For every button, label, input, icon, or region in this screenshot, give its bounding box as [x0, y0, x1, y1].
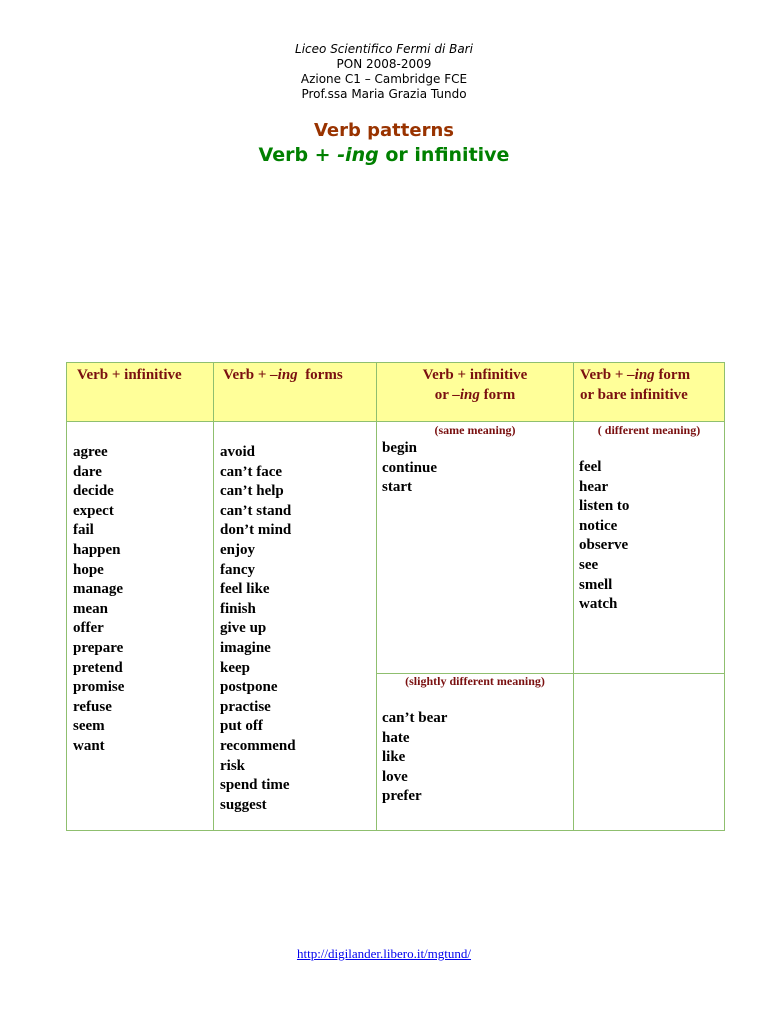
verb-item: manage — [73, 581, 123, 598]
col4-list — [579, 458, 629, 615]
verb-table — [66, 362, 725, 831]
school-name: Liceo Scientifico Fermi di Bari — [295, 42, 473, 56]
verb-item: finish — [220, 600, 256, 617]
verb-item: pretend — [73, 659, 123, 676]
verb-item: smell — [579, 576, 613, 593]
verb-item: put off — [220, 718, 263, 735]
verb-item: expect — [73, 502, 114, 519]
verb-item: begin — [382, 440, 418, 456]
note-slightly-different: (slightly different meaning) — [405, 674, 545, 688]
verb-item: can’t stand — [220, 502, 292, 519]
verb-item: seem — [73, 718, 105, 735]
verb-item: see — [579, 556, 599, 573]
verb-item: listen to — [579, 498, 630, 515]
col4-header — [580, 365, 690, 405]
verb-item: continue — [382, 459, 438, 476]
col3-slightly-list — [382, 709, 447, 807]
verb-item: keep — [220, 659, 250, 676]
col4-header-line2: or bare infinitive — [580, 387, 688, 403]
col4-header-ing: –ing — [627, 367, 655, 383]
verb-item: can’t face — [220, 463, 283, 480]
verb-item: suggest — [220, 796, 267, 813]
verb-item: fancy — [220, 561, 255, 578]
verb-item: refuse — [73, 698, 112, 715]
verb-item: prefer — [382, 788, 422, 805]
verb-item: prepare — [73, 639, 124, 656]
page-subtitle — [0, 144, 768, 166]
col2-header-ing: –ing — [270, 367, 298, 383]
col4-header-post: form — [654, 367, 691, 383]
column-divider — [213, 363, 214, 830]
verb-item: postpone — [220, 679, 278, 696]
verb-item: feel like — [220, 581, 270, 598]
col2-header-post: forms — [297, 367, 343, 383]
verb-item: dare — [73, 463, 102, 480]
col4-header-line1 — [580, 365, 690, 385]
document-header — [0, 42, 768, 102]
col3-header-line1: Verb + infinitive — [422, 367, 528, 383]
verb-item: enjoy — [220, 541, 255, 558]
verb-item: observe — [579, 537, 629, 554]
col3-header-ing: –ing — [452, 387, 480, 403]
verb-item: mean — [73, 600, 108, 617]
verb-item: hope — [73, 561, 104, 578]
col2-list — [220, 443, 296, 815]
verb-item: watch — [579, 596, 618, 613]
col1-header: Verb + infinitive — [77, 367, 182, 383]
verb-item: feel — [579, 459, 602, 475]
verb-item: notice — [579, 517, 618, 534]
verb-item: want — [73, 737, 105, 754]
verb-item: spend time — [220, 777, 290, 794]
verb-item: give up — [220, 620, 267, 637]
verb-item: imagine — [220, 639, 271, 656]
verb-item: happen — [73, 541, 121, 558]
verb-item: can’t bear — [382, 710, 448, 726]
verb-item: like — [382, 749, 406, 766]
col3-header — [377, 365, 573, 405]
verb-item: decide — [73, 483, 114, 500]
verb-item: practise — [220, 698, 271, 715]
subtitle-post: or infinitive — [378, 144, 510, 166]
verb-item: risk — [220, 757, 246, 774]
subtitle-pre: Verb + — [258, 144, 338, 166]
page-title: Verb patterns — [313, 120, 455, 141]
col3-same-list — [382, 439, 437, 498]
verb-item: hate — [382, 729, 410, 746]
teacher-name: Prof.ssa Maria Grazia Tundo — [301, 87, 467, 101]
note-same-meaning: (same meaning) — [434, 423, 516, 437]
action-name: Azione C1 – Cambridge FCE — [300, 72, 468, 86]
verb-item: start — [382, 479, 412, 496]
col3-header-pre: or — [434, 387, 453, 403]
program-name: PON 2008-2009 — [336, 57, 432, 71]
verb-item: offer — [73, 620, 104, 637]
verb-item: promise — [73, 679, 125, 696]
col3-header-post: form — [479, 387, 516, 403]
verb-item: avoid — [220, 444, 256, 460]
verb-item: hear — [579, 478, 609, 495]
col3-header-line2 — [377, 385, 573, 405]
col4-header-pre: Verb + — [580, 367, 628, 383]
verb-item: recommend — [220, 737, 296, 754]
verb-item: love — [382, 768, 408, 785]
verb-item: fail — [73, 522, 94, 539]
col2-header-pre: Verb + — [223, 367, 271, 383]
col1-list — [73, 443, 124, 757]
col2-header — [223, 365, 343, 385]
note-different-meaning: ( different meaning) — [597, 423, 701, 437]
header-divider — [67, 421, 724, 422]
subtitle-ing: -ing — [337, 144, 379, 166]
footer-link[interactable]: http://digilander.libero.it/mgtund/ — [296, 946, 472, 961]
verb-item: don’t mind — [220, 522, 292, 539]
verb-item: agree — [73, 444, 108, 460]
verb-item: can’t help — [220, 483, 284, 500]
